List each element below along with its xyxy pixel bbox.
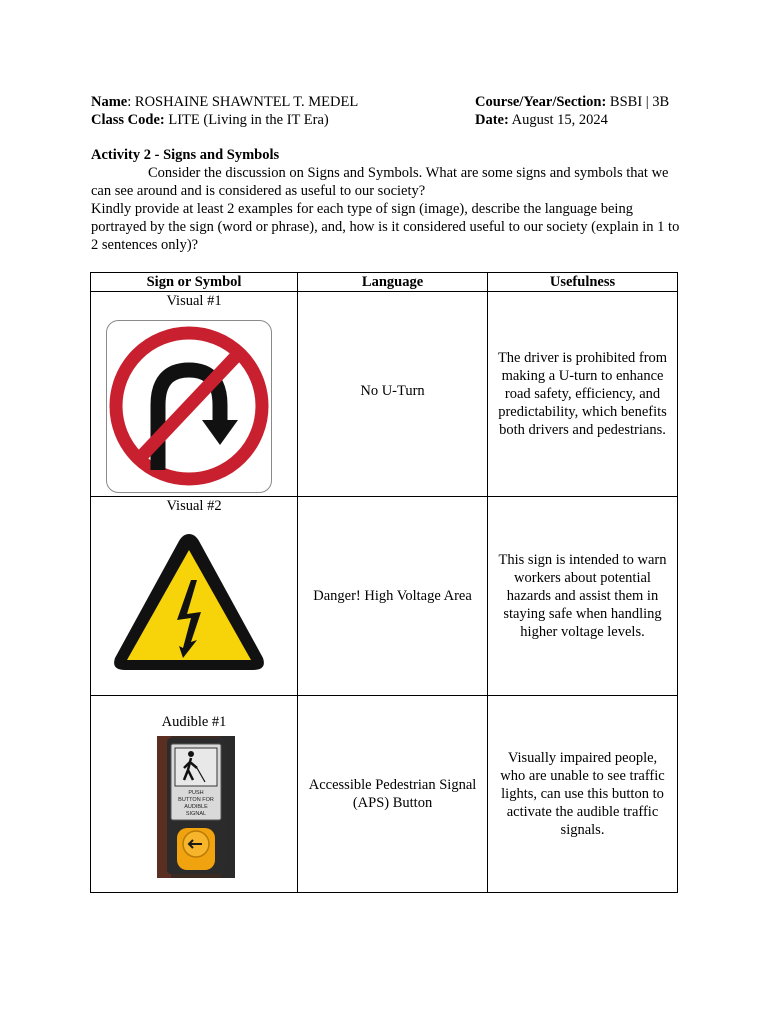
device-text-audible: AUDIBLE [184, 804, 208, 810]
header-language: Language [298, 273, 488, 292]
date-label: Date: [475, 112, 509, 128]
sign-label: Visual #2 [166, 498, 222, 514]
name-label: Name [91, 94, 128, 110]
date-value: August 15, 2024 [508, 112, 608, 128]
classcode-label: Class Code: [91, 112, 165, 128]
signs-table [90, 272, 678, 893]
language-cell: No U-Turn [298, 292, 488, 497]
sign-cell [91, 497, 298, 696]
header-usefulness: Usefulness [488, 273, 678, 292]
table-header-row [91, 273, 678, 292]
sign-label: Audible #1 [161, 714, 227, 730]
language-cell: Danger! High Voltage Area [298, 497, 488, 696]
device-text-push: PUSH [188, 790, 204, 796]
date-line [475, 111, 608, 129]
device-text-button-for: BUTTON FOR [178, 797, 214, 803]
header-sign: Sign or Symbol [91, 273, 298, 292]
sign-cell [91, 696, 298, 893]
table-row [91, 497, 678, 696]
sign-cell [91, 292, 298, 497]
device-text-signal: SIGNAL [185, 811, 207, 817]
name-line [91, 93, 358, 111]
high-voltage-sign-icon [111, 530, 267, 674]
course-value: BSBI | 3B [606, 94, 670, 110]
sign-label: Visual #1 [166, 293, 222, 309]
name-value: : ROSHAINE SHAWNTEL T. MEDEL [127, 94, 359, 110]
table-row [91, 292, 678, 497]
table-row [91, 696, 678, 893]
activity-section [91, 146, 681, 254]
course-label: Course/Year/Section: [475, 94, 607, 110]
classcode-value: LITE (Living in the IT Era) [164, 112, 329, 128]
classcode-line [91, 111, 329, 129]
usefulness-cell: Visually impaired people, who are unable to see traffic lights, can use this button to activate the audible traffic signals. [488, 696, 678, 893]
activity-title: Activity 2 - Signs and Symbols [91, 147, 280, 163]
usefulness-cell: This sign is intended to warn workers about potential hazards and assist them in staying safe when handling higher voltage levels. [488, 497, 678, 696]
usefulness-cell: The driver is prohibited from making a U-turn to enhance road safety, efficiency, and predictability, which benefits both drivers and pedestrians. [488, 292, 678, 497]
no-u-turn-sign-icon [106, 320, 272, 493]
language-cell: Accessible Pedestrian Signal (APS) Button [298, 696, 488, 893]
pedestrian-push-button-icon [157, 736, 235, 878]
activity-paragraph-2: Kindly provide at least 2 examples for each type of sign (image), describe the language being portrayed by the sign (word or phrase), and, how is it considered useful to our society (explain in 1 to 2 sentences only)? [91, 201, 680, 253]
activity-paragraph-1: Consider the discussion on Signs and Symbols. What are some signs and symbols that we can see around and is considered as useful to our society? [91, 165, 669, 199]
course-line [475, 93, 669, 111]
